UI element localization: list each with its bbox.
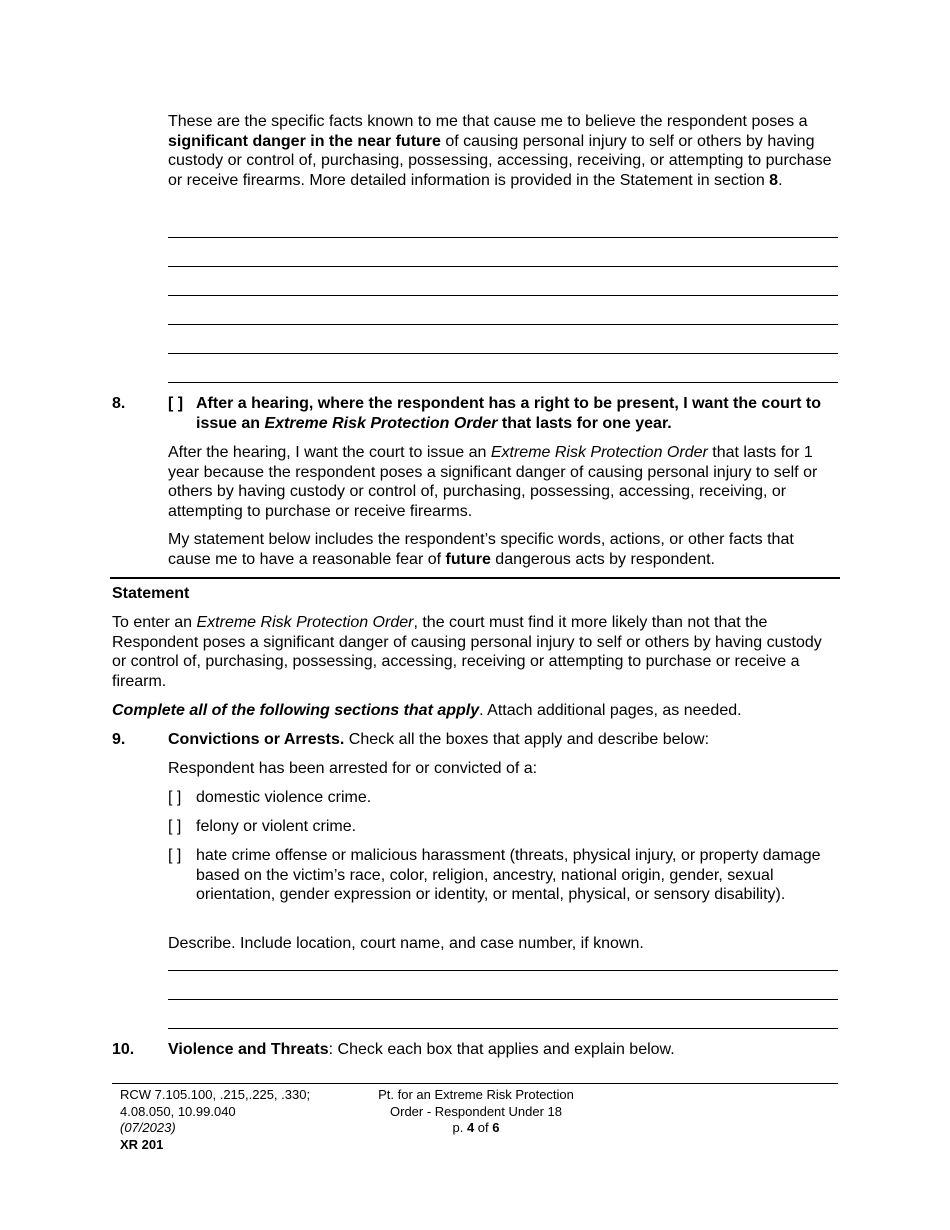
- footer-rcw-1: RCW 7.105.100, .215,.225, .330;: [120, 1087, 311, 1102]
- section-9-title: Convictions or Arrests.: [168, 731, 345, 748]
- intro-text-cont: of causing personal injury to self or others by having custody or control of, purchasing, possessing, accessing, receiving, or attempting to purchase or receive firearms. More detailed information is provided in the Statement in section: [168, 132, 832, 189]
- section-8-paragraph-2: [168, 530, 840, 569]
- footer-rule: [112, 1083, 838, 1084]
- option-label-felony: felony or violent crime.: [196, 818, 357, 835]
- section-8-heading-text: After a hearing, where the respondent has a right to be present, I want the court to issue an: [196, 395, 821, 432]
- footer-title-1: Pt. for an Extreme Risk Protection: [378, 1087, 574, 1102]
- intro-text: These are the specific facts known to me that cause me to believe the respondent poses a: [168, 113, 808, 130]
- section-8-number: 8.: [112, 395, 126, 412]
- footer-form-id: XR 201: [120, 1136, 164, 1152]
- s8-p2-text-cont: dangerous acts by respondent.: [490, 550, 715, 568]
- complete-bold-italic: Complete all of the following sections that apply: [112, 702, 480, 719]
- statement-text: To enter an: [112, 614, 197, 631]
- option-label-domestic-violence: domestic violence crime.: [196, 789, 372, 806]
- section-9-title-text: Check all the boxes that apply and describe below:: [344, 731, 710, 748]
- intro-paragraph: [168, 112, 840, 190]
- answer-line[interactable]: [168, 353, 838, 354]
- footer-title-2: Order - Respondent Under 18: [390, 1103, 562, 1119]
- statement-text-cont: , the court must find it more likely than not that the Respondent poses a significant danger of causing personal injury to self or others by having custody or control of, purchasing, possessing, accessing, receiving or attempting to purchase or receive a firearm.: [112, 614, 822, 690]
- section-10-heading: [168, 1040, 840, 1060]
- s8-p1-text-cont: that lasts for 1 year because the respondent poses a significant danger of causing personal injury to self or others by having custody or control of, purchasing, possessing, accessing, receiving, or attempting to purchase or receive firearms.: [168, 444, 818, 520]
- page-number: [356, 1120, 596, 1137]
- section-8-heading-end: that lasts for one year.: [497, 414, 672, 432]
- page-prefix: p.: [452, 1120, 467, 1135]
- intro-end: .: [778, 171, 783, 189]
- answer-line[interactable]: [168, 970, 838, 971]
- s8-p2-text: My statement below includes the respondent’s specific words, actions, or other facts that cause me to have a reasonable fear of: [168, 531, 794, 568]
- complete-instruction: [112, 701, 840, 721]
- answer-line[interactable]: [168, 266, 838, 267]
- option-checkbox[interactable]: [ ]: [168, 847, 182, 864]
- answer-line[interactable]: [168, 1028, 838, 1029]
- section-10-title-text: : Check each box that applies and explain below.: [328, 1041, 675, 1058]
- page-current: 4: [466, 1120, 475, 1135]
- section-divider: [110, 577, 840, 579]
- option-label-hate-crime: hate crime offense or malicious harassment (threats, physical injury, or property damage based on the victim’s race, color, religion, ancestry, national origin, gender, sexual orientation, gender expression or identity, or mental, physical, or sensory disability).: [196, 847, 821, 904]
- s8-p1-italic: Extreme Risk Protection Order: [490, 444, 708, 461]
- page-of: of: [474, 1120, 493, 1135]
- section-8-heading-italic: Extreme Risk Protection Order: [264, 414, 498, 432]
- answer-line[interactable]: [168, 382, 838, 383]
- footer-rcw-2: 4.08.050, 10.99.040: [120, 1103, 236, 1119]
- section-8-paragraph-1: [168, 443, 840, 521]
- option-checkbox[interactable]: [ ]: [168, 818, 182, 835]
- section-9-heading: [168, 730, 840, 750]
- intro-bold-text: significant danger in the near future: [168, 132, 441, 150]
- s8-p2-bold: future: [445, 550, 491, 568]
- s8-p1-text: After the hearing, I want the court to issue an: [168, 444, 491, 461]
- section-8-checkbox[interactable]: [ ]: [168, 395, 184, 412]
- answer-line[interactable]: [168, 237, 838, 238]
- option-checkbox[interactable]: [ ]: [168, 789, 182, 806]
- section-9-lead: Respondent has been arrested for or convicted of a:: [168, 760, 538, 777]
- answer-line[interactable]: [168, 324, 838, 325]
- section-ref: 8: [769, 171, 779, 189]
- footer-center: [356, 1087, 596, 1137]
- section-10-title: Violence and Threats: [168, 1041, 329, 1058]
- answer-line[interactable]: [168, 295, 838, 296]
- statement-paragraph: [112, 613, 840, 691]
- section-9-number: 9.: [112, 731, 126, 748]
- page-total: 6: [492, 1120, 500, 1135]
- statement-title: Statement: [112, 585, 190, 602]
- footer-left: [120, 1087, 370, 1153]
- statement-italic: Extreme Risk Protection Order: [196, 614, 414, 631]
- section-10-number: 10.: [112, 1041, 135, 1058]
- footer-date: (07/2023): [120, 1120, 176, 1135]
- section-8-heading: [196, 394, 836, 433]
- complete-text: . Attach additional pages, as needed.: [479, 702, 742, 719]
- section-9-describe: Describe. Include location, court name, and case number, if known.: [168, 935, 644, 952]
- answer-line[interactable]: [168, 999, 838, 1000]
